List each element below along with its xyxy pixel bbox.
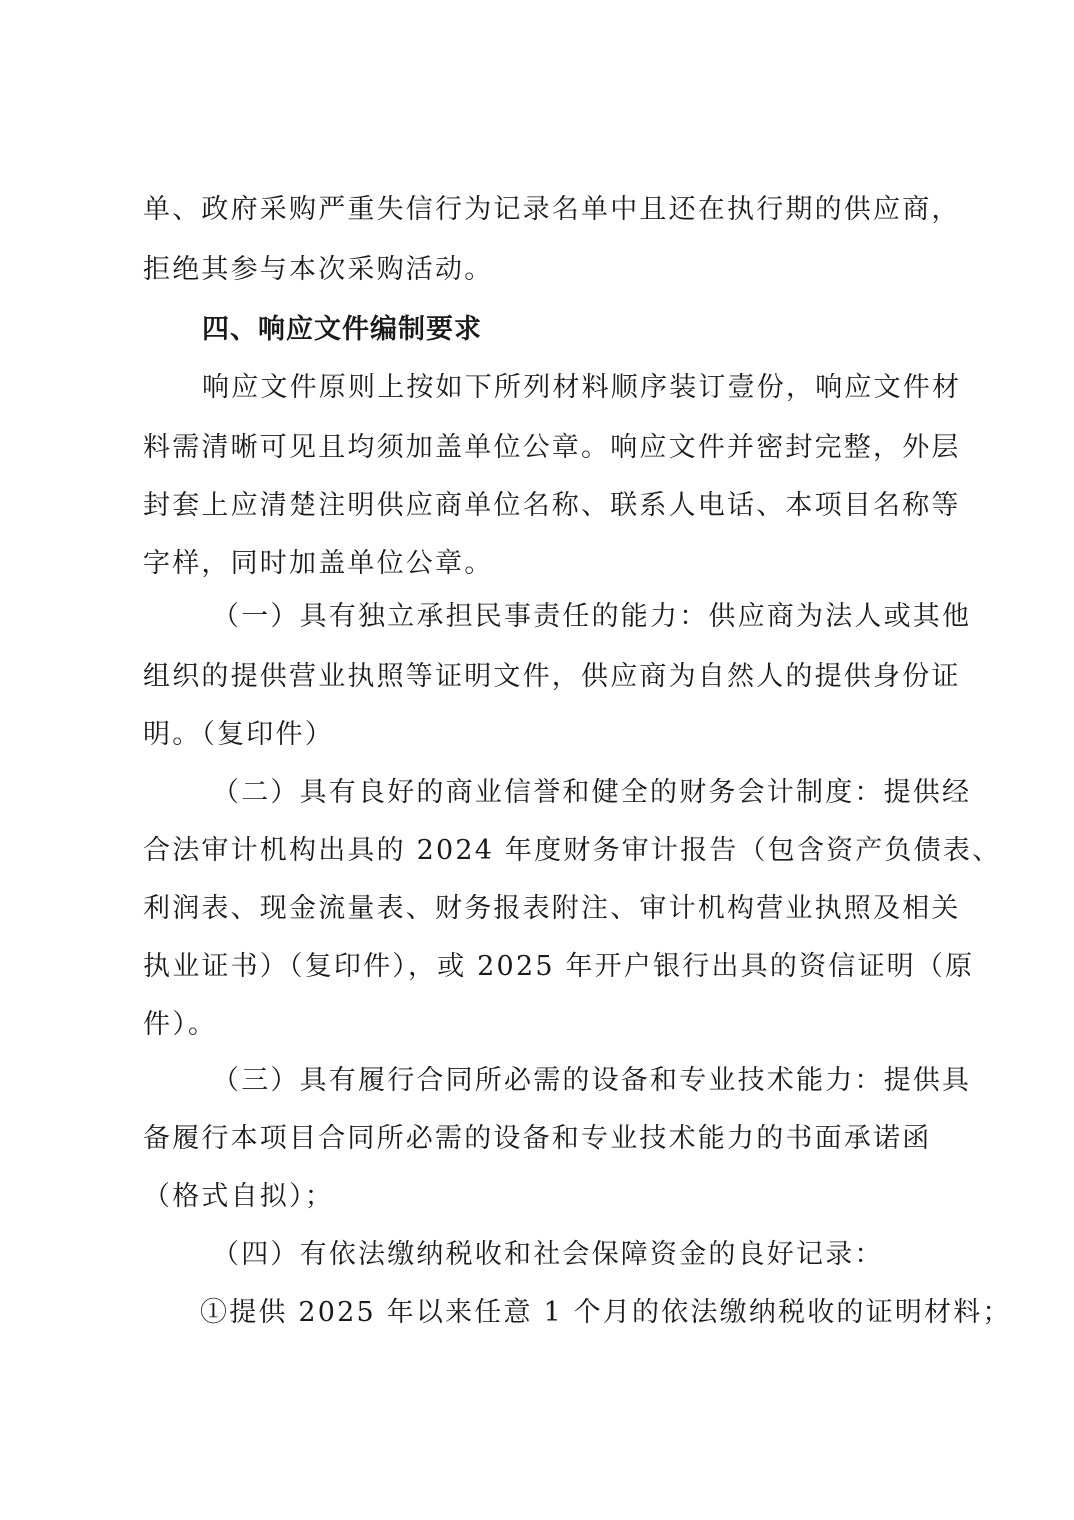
paragraph-line: 字样，同时加盖单位公章。 xyxy=(143,548,494,579)
subsection-line: （三）具有履行合同所必需的设备和专业技术能力：提供具 xyxy=(212,1065,972,1096)
list-item-line: ①提供 2025 年以来任意 1 个月的依法缴纳税收的证明材料； xyxy=(200,1297,1012,1328)
paragraph-line: 备履行本项目合同所必需的设备和专业技术能力的书面承诺函 xyxy=(143,1123,932,1154)
paragraph-line: 执业证书）（复印件），或 2025 年开户银行出具的资信证明（原 xyxy=(143,951,975,982)
subsection-line: （一）具有独立承担民事责任的能力：供应商为法人或其他 xyxy=(212,601,972,632)
subsection-line: （四）有依法缴纳税收和社会保障资金的良好记录： xyxy=(212,1239,884,1270)
section-heading: 四、响应文件编制要求 xyxy=(202,314,482,345)
paragraph-line: 组织的提供营业执照等证明文件，供应商为自然人的提供身份证 xyxy=(143,661,961,692)
paragraph-line: 拒绝其参与本次采购活动。 xyxy=(143,254,494,285)
paragraph-line: 利润表、现金流量表、财务报表附注、审计机构营业执照及相关 xyxy=(143,893,961,924)
paragraph-line: 响应文件原则上按如下所列材料顺序装订壹份，响应文件材 xyxy=(202,372,962,403)
paragraph-line: 件）。 xyxy=(143,1009,218,1040)
paragraph-line: 单、政府采购严重失信行为记录名单中且还在执行期的供应商， xyxy=(143,194,961,225)
paragraph-line: 封套上应清楚注明供应商单位名称、联系人电话、本项目名称等 xyxy=(143,490,961,521)
paragraph-line: 料需清晰可见且均须加盖单位公章。响应文件并密封完整，外层 xyxy=(143,432,961,463)
paragraph-line: （格式自拟）； xyxy=(143,1181,334,1212)
paragraph-line: 合法审计机构出具的 2024 年度财务审计报告（包含资产负债表、 xyxy=(143,835,1002,866)
subsection-line: （二）具有良好的商业信誉和健全的财务会计制度：提供经 xyxy=(212,777,972,808)
paragraph-line: 明。（复印件） xyxy=(143,719,334,750)
